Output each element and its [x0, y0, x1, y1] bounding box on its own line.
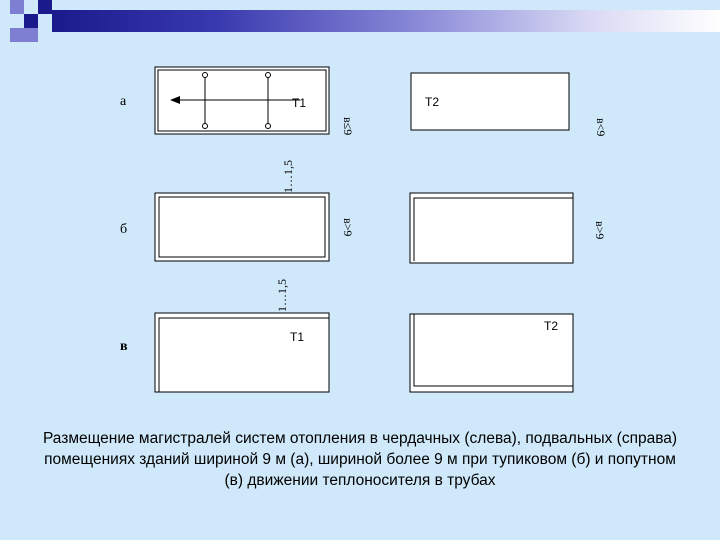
tag-t2-v: Т2: [544, 319, 559, 333]
dim-mid-right: в>9: [593, 221, 607, 240]
dim-top-right: в<9: [594, 118, 608, 137]
box-v-right: [410, 314, 573, 392]
row-label-v: в: [120, 339, 128, 354]
box-a-left: [155, 67, 329, 134]
box-b-left: [155, 193, 329, 261]
dim-mid-left: в>9: [341, 218, 355, 237]
tag-t1-a: Т1: [292, 96, 307, 110]
row-label-b: б: [120, 222, 128, 237]
tag-t2-a: Т2: [425, 95, 440, 109]
dim-top-left: в≤9: [341, 117, 355, 136]
slide-caption: Размещение магистралей систем отопления в чердачных (слева), подвальных (справа) помещениях зданий шириной 9 м (а), шириной более 9 м при тупиковом (б) и попутном (в) движении теплоносителя в трубах: [42, 430, 678, 489]
row-label-a: а: [120, 94, 127, 109]
box-b-right: [410, 193, 573, 263]
tag-t1-v: Т1: [290, 330, 305, 344]
box-v-left: [155, 313, 329, 392]
dim-gap-1: 1…1,5: [281, 160, 295, 193]
box-a-right: [411, 73, 569, 130]
dim-gap-2: 1…1,5: [275, 279, 289, 312]
